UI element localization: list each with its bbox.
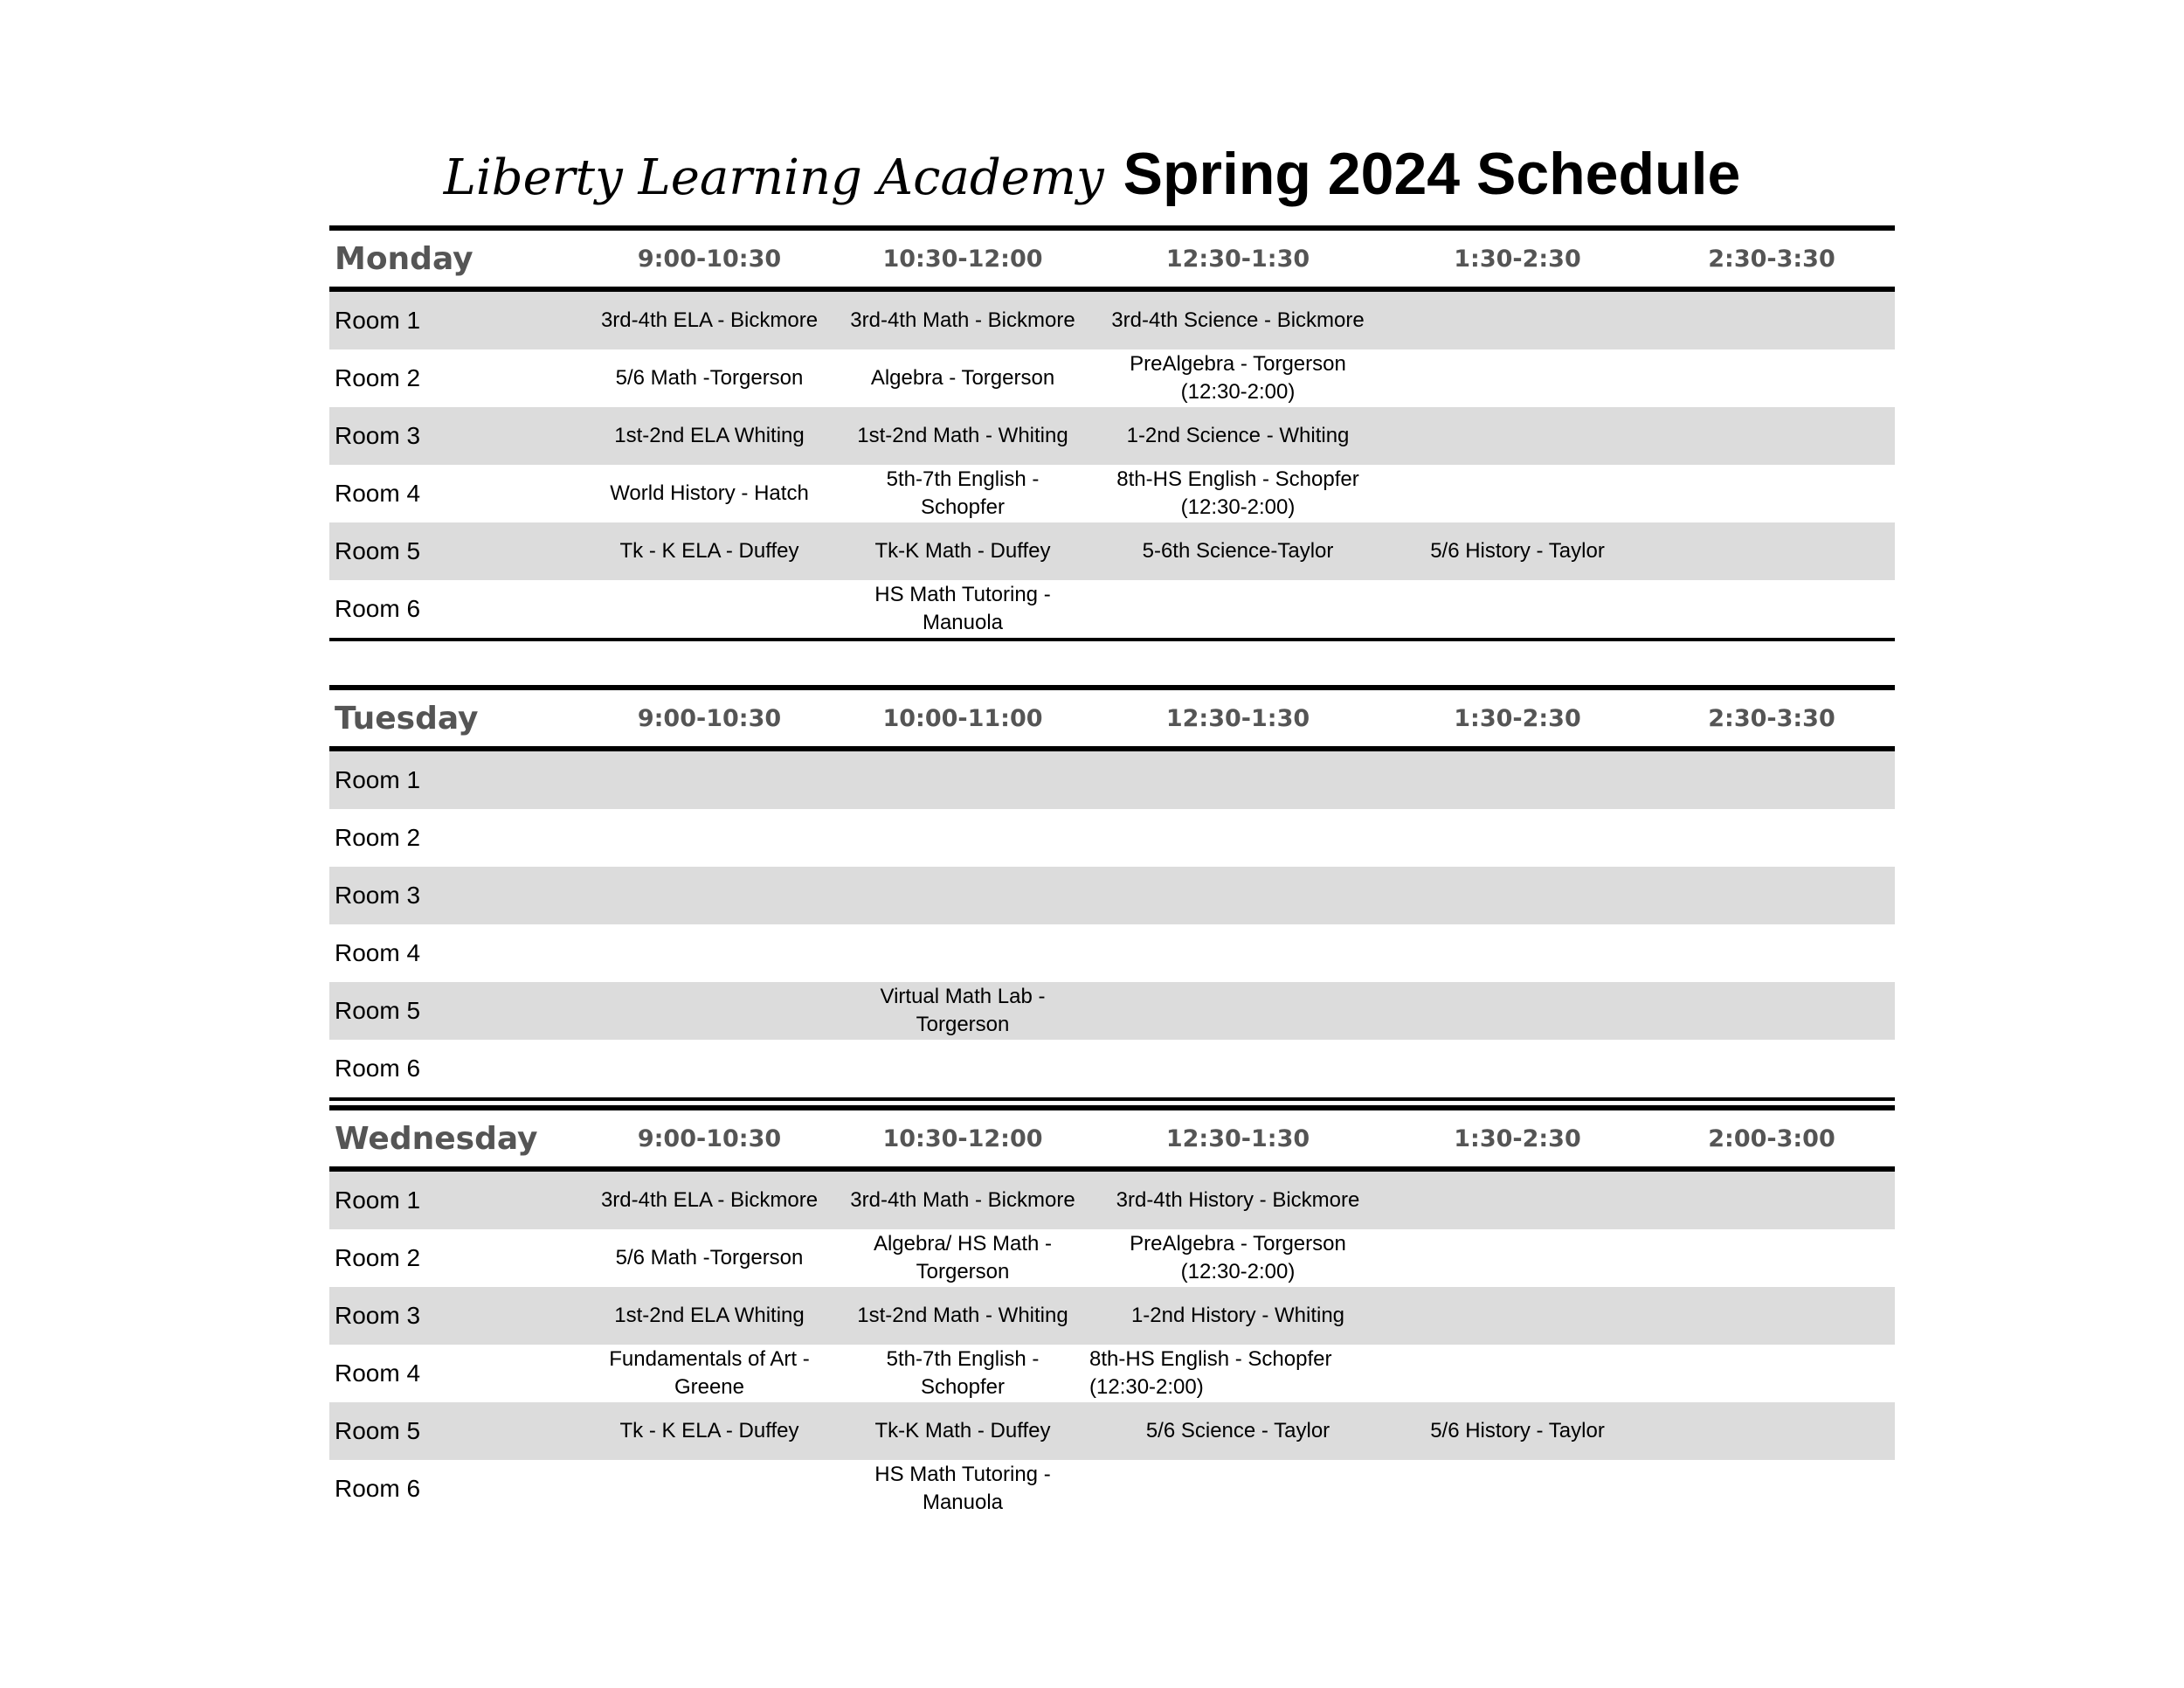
class-cell <box>583 809 836 867</box>
class-cell <box>1648 1460 1895 1518</box>
class-cell <box>1648 522 1895 580</box>
class-cell <box>1386 924 1648 982</box>
class-cell <box>1089 1040 1386 1097</box>
room-row <box>329 1402 1895 1460</box>
class-cell <box>1648 1172 1895 1229</box>
time-slot: 1:30-2:30 <box>1454 1124 1581 1152</box>
tuesday-schedule <box>329 685 1895 1101</box>
room-row <box>329 349 1895 407</box>
class-cell: Tk-K Math - Duffey <box>874 1419 1051 1442</box>
day-name: Monday <box>335 240 473 277</box>
class-cell <box>583 580 836 638</box>
time-slot: 10:00-11:00 <box>882 704 1043 732</box>
room-label: Room 6 <box>335 595 421 622</box>
class-cell <box>1648 751 1895 809</box>
class-cell <box>1648 580 1895 638</box>
class-cell: Tk-K Math - Duffey <box>874 539 1051 563</box>
class-cell <box>1386 867 1648 924</box>
class-cell: 3rd-4th Math - Bickmore <box>850 308 1075 332</box>
room-label: Room 2 <box>335 824 421 851</box>
room-label: Room 5 <box>335 997 421 1024</box>
room-label: Room 4 <box>335 1359 421 1387</box>
class-cell: 1st-2nd ELA Whiting <box>614 1304 805 1327</box>
class-cell <box>1648 1040 1895 1097</box>
class-cell: 1st-2nd Math - Whiting <box>857 1304 1068 1327</box>
room-label: Room 3 <box>335 422 421 449</box>
class-cell <box>1648 349 1895 407</box>
room-row <box>329 292 1895 349</box>
class-cell: HS Math Tutoring - Manuola <box>874 1463 1051 1514</box>
class-cell <box>1089 751 1386 809</box>
class-cell: Tk - K ELA - Duffey <box>619 539 799 563</box>
class-cell <box>1648 1229 1895 1287</box>
class-cell: 3rd-4th ELA - Bickmore <box>600 1188 819 1212</box>
class-cell <box>1386 1229 1648 1287</box>
room-row <box>329 751 1895 809</box>
class-cell <box>1386 292 1648 349</box>
class-cell: 1-2nd History - Whiting <box>1130 1304 1345 1327</box>
room-row <box>329 522 1895 580</box>
class-cell <box>583 1040 836 1097</box>
class-cell <box>1089 867 1386 924</box>
academy-name: Liberty Learning Academy <box>443 149 1104 206</box>
class-cell: 5-6th Science-Taylor <box>1142 539 1334 563</box>
class-cell <box>1386 407 1648 465</box>
time-slot: 2:00-3:00 <box>1708 1124 1835 1152</box>
class-cell: PreAlgebra - Torgerson (12:30-2:00) <box>1130 352 1346 404</box>
class-cell: PreAlgebra - Torgerson (12:30-2:00) <box>1130 1232 1346 1283</box>
class-cell <box>1648 465 1895 522</box>
class-cell: 5/6 History - Taylor <box>1430 539 1605 563</box>
class-cell: Algebra - Torgerson <box>870 366 1055 390</box>
class-cell <box>583 867 836 924</box>
room-row <box>329 407 1895 465</box>
class-cell <box>1386 809 1648 867</box>
class-cell: Fundamentals of Art - Greene <box>609 1347 810 1399</box>
class-cell <box>1648 407 1895 465</box>
class-cell: 3rd-4th Science - Bickmore <box>1111 308 1365 332</box>
room-row <box>329 982 1895 1040</box>
class-cell: World History - Hatch <box>610 481 809 505</box>
class-cell <box>1089 924 1386 982</box>
time-slot: 12:30-1:30 <box>1165 245 1310 273</box>
room-label: Room 1 <box>335 766 421 793</box>
class-cell <box>1648 867 1895 924</box>
day-header <box>329 1110 1895 1172</box>
class-cell: 5/6 History - Taylor <box>1430 1419 1605 1442</box>
class-cell <box>1648 924 1895 982</box>
room-row <box>329 1460 1895 1518</box>
class-cell <box>583 1460 836 1518</box>
class-cell <box>836 924 1089 982</box>
room-label: Room 6 <box>335 1475 421 1502</box>
room-label: Room 5 <box>335 1417 421 1444</box>
class-cell: 3rd-4th History - Bickmore <box>1116 1188 1360 1212</box>
room-label: Room 2 <box>335 1244 421 1271</box>
time-slot: 9:00-10:30 <box>637 704 782 732</box>
room-row <box>329 1287 1895 1345</box>
class-cell <box>836 867 1089 924</box>
room-row <box>329 1040 1895 1097</box>
class-cell: Virtual Math Lab - Torgerson <box>880 985 1046 1036</box>
room-row <box>329 465 1895 522</box>
class-cell <box>1386 1287 1648 1345</box>
class-cell <box>836 809 1089 867</box>
day-header <box>329 231 1895 292</box>
class-cell: 5/6 Science - Taylor <box>1145 1419 1330 1442</box>
class-cell <box>1648 1402 1895 1460</box>
class-cell: 5/6 Math -Torgerson <box>615 366 804 390</box>
class-cell <box>1386 751 1648 809</box>
class-cell <box>1648 809 1895 867</box>
class-cell <box>1648 1345 1895 1402</box>
class-cell <box>1089 1460 1386 1518</box>
time-slot: 1:30-2:30 <box>1454 245 1581 273</box>
class-cell <box>1648 982 1895 1040</box>
class-cell <box>1386 580 1648 638</box>
class-cell <box>1089 982 1386 1040</box>
time-slot: 1:30-2:30 <box>1454 704 1581 732</box>
day-bottom-rule <box>329 638 1895 641</box>
class-cell <box>1089 809 1386 867</box>
wednesday-schedule <box>329 1105 1895 1518</box>
room-row <box>329 1172 1895 1229</box>
class-cell: 1st-2nd Math - Whiting <box>857 424 1068 447</box>
class-cell: 5/6 Math -Torgerson <box>615 1246 804 1269</box>
class-cell <box>1386 349 1648 407</box>
room-label: Room 5 <box>335 537 421 564</box>
class-cell <box>1089 580 1386 638</box>
room-label: Room 4 <box>335 939 421 966</box>
room-label: Room 4 <box>335 480 421 507</box>
room-row <box>329 580 1895 638</box>
class-cell <box>583 924 836 982</box>
time-slot: 2:30-3:30 <box>1708 704 1835 732</box>
class-cell: 1-2nd Science - Whiting <box>1126 424 1350 447</box>
class-cell: Algebra/ HS Math - Torgerson <box>873 1232 1053 1283</box>
time-slot: 9:00-10:30 <box>637 1124 782 1152</box>
time-slot: 12:30-1:30 <box>1165 1124 1310 1152</box>
time-slot: 10:30-12:00 <box>882 245 1043 273</box>
room-row <box>329 1345 1895 1402</box>
class-cell <box>1386 1345 1648 1402</box>
room-row <box>329 1229 1895 1287</box>
room-label: Room 3 <box>335 882 421 909</box>
room-row <box>329 867 1895 924</box>
room-label: Room 2 <box>335 364 421 391</box>
room-label: Room 1 <box>335 1186 421 1214</box>
class-cell <box>1386 982 1648 1040</box>
class-cell: HS Math Tutoring - Manuola <box>874 583 1051 634</box>
class-cell <box>1386 465 1648 522</box>
time-slot: 12:30-1:30 <box>1165 704 1310 732</box>
class-cell: 8th-HS English - Schopfer (12:30-2:00) <box>1116 467 1359 519</box>
class-cell <box>1386 1460 1648 1518</box>
class-cell <box>583 982 836 1040</box>
class-cell: Tk - K ELA - Duffey <box>619 1419 799 1442</box>
class-cell <box>1648 292 1895 349</box>
class-cell: 8th-HS English - Schopfer (12:30-2:00) <box>1089 1347 1332 1399</box>
time-slot: 10:30-12:00 <box>882 1124 1043 1152</box>
class-cell: 1st-2nd ELA Whiting <box>614 424 805 447</box>
class-cell <box>836 1040 1089 1097</box>
class-cell <box>1648 1287 1895 1345</box>
day-name: Tuesday <box>335 700 479 737</box>
class-cell <box>583 751 836 809</box>
room-row <box>329 924 1895 982</box>
time-slot: 9:00-10:30 <box>637 245 782 273</box>
room-label: Room 3 <box>335 1302 421 1329</box>
class-cell: 5th-7th English - Schopfer <box>886 1347 1040 1399</box>
room-label: Room 1 <box>335 307 421 334</box>
class-cell <box>1386 1040 1648 1097</box>
room-label: Room 6 <box>335 1055 421 1082</box>
schedule-title: Spring 2024 Schedule <box>1123 141 1741 207</box>
class-cell: 3rd-4th ELA - Bickmore <box>600 308 819 332</box>
monday-schedule <box>329 225 1895 641</box>
class-cell: 3rd-4th Math - Bickmore <box>850 1188 1075 1212</box>
class-cell <box>836 751 1089 809</box>
time-slot: 2:30-3:30 <box>1708 245 1835 273</box>
day-bottom-rule <box>329 1097 1895 1101</box>
day-header <box>329 690 1895 751</box>
class-cell <box>1386 1172 1648 1229</box>
page-title <box>0 140 2184 208</box>
room-row <box>329 809 1895 867</box>
day-name: Wednesday <box>335 1120 538 1157</box>
class-cell: 5th-7th English - Schopfer <box>886 467 1040 519</box>
